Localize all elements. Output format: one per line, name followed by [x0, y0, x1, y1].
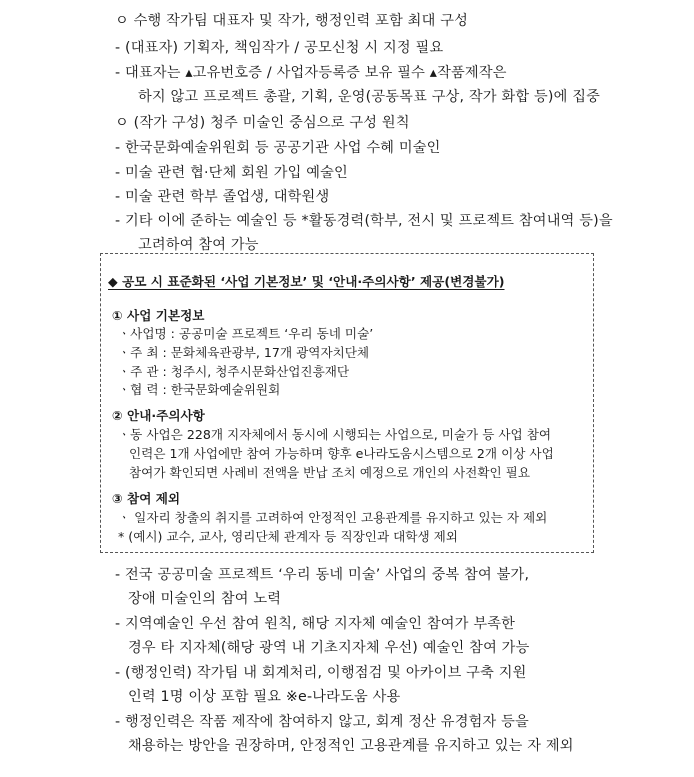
section2-item-4-cont: 고려하여 참여 가능 [138, 237, 259, 253]
exclusion-line: ㆍ 일자리 창출의 취지를 고려하여 안정적인 고용관계를 유지하고 있는 자 제외 [118, 510, 548, 525]
basic-info-row: ㆍ주 관 : 청주시, 청주시문화산업진흥재단 [118, 364, 350, 379]
notice-line: ㆍ동 사업은 228개 지자체에서 동시에 시행되는 사업으로, 미술가 등 사업 참여 [118, 427, 552, 442]
notice-box-title: ◆ 공모 시 표준화된 ‘사업 기본정보’ 및 ‘안내·주의사항’ 제공(변경불가) [108, 274, 505, 289]
section3-line: 장애 미술인의 참여 노력 [128, 591, 282, 607]
section2-item-2: - 미술 관련 협·단체 회원 가입 예술인 [115, 165, 348, 181]
section3-line: - 전국 공공미술 프로젝트 ‘우리 동네 미술’ 사업의 중복 참여 불가, [115, 567, 530, 583]
section3-line: 인력 1명 이상 포함 필요 ※e-나라도움 사용 [128, 689, 401, 705]
notice-line: 참여가 확인되면 사례비 전액을 반납 조치 예정으로 개인의 사전확인 필요 [129, 465, 530, 480]
notice-heading: ② 안내·주의사항 [112, 408, 205, 423]
section1-item-2-cont: 하지 않고 프로젝트 총괄, 기획, 운영(공동목표 구상, 작가 화합 등)에 집중 [138, 89, 601, 105]
basic-info-row: ㆍ협 력 : 한국문화예술위원회 [118, 382, 281, 397]
section3-line: 채용하는 방안을 권장하며, 안정적인 고용관계를 유지하고 있는 자 제외 [128, 738, 574, 754]
section3-line: 경우 타 지자체(해당 광역 내 기초지자체 우선) 예술인 참여 가능 [128, 640, 530, 656]
basic-info-heading: ① 사업 기본정보 [112, 308, 205, 323]
section1-item-2: - 대표자는 ▴고유번호증 / 사업자등록증 보유 필수 ▴작품제작은 [115, 65, 507, 81]
section3-line: - 지역예술인 우선 참여 원칙, 해당 지자체 예술인 참여가 부족한 [115, 616, 516, 632]
basic-info-row: ㆍ사업명 : 공공미술 프로젝트 ‘우리 동네 미술’ [118, 326, 374, 341]
exclusion-note: * (예시) 교수, 교사, 영리단체 관계자 등 직장인과 대학생 제외 [118, 529, 458, 544]
section2-item-4: - 기타 이에 준하는 예술인 등 *활동경력(학부, 전시 및 프로젝트 참여내역 등)을 [115, 213, 613, 229]
section1-item-1: - (대표자) 기획자, 책임작가 / 공모신청 시 지정 필요 [115, 40, 444, 56]
section2-heading: ㅇ (작가 구성) 청주 미술인 중심으로 구성 원칙 [115, 115, 410, 131]
section3-line: - 행정인력은 작품 제작에 참여하지 않고, 회계 정산 유경험자 등을 [115, 714, 529, 730]
section3-line: - (행정인력) 작가팀 내 회계처리, 이행점검 및 아카이브 구축 지원 [115, 665, 527, 681]
exclusion-heading: ③ 참여 제외 [112, 491, 181, 506]
section2-item-1: - 한국문화예술위원회 등 공공기관 사업 수혜 미술인 [115, 140, 441, 156]
section1-heading: ㅇ 수행 작가팀 대표자 및 작가, 행정인력 포함 최대 구성 [115, 13, 469, 29]
notice-line: 인력은 1개 사업에만 참여 가능하며 향후 e나라도움시스템으로 2개 이상 사업 [129, 446, 554, 461]
basic-info-row: ㆍ주 최 : 문화체육관광부, 17개 광역자치단체 [118, 345, 370, 360]
section2-item-3: - 미술 관련 학부 졸업생, 대학원생 [115, 189, 330, 205]
